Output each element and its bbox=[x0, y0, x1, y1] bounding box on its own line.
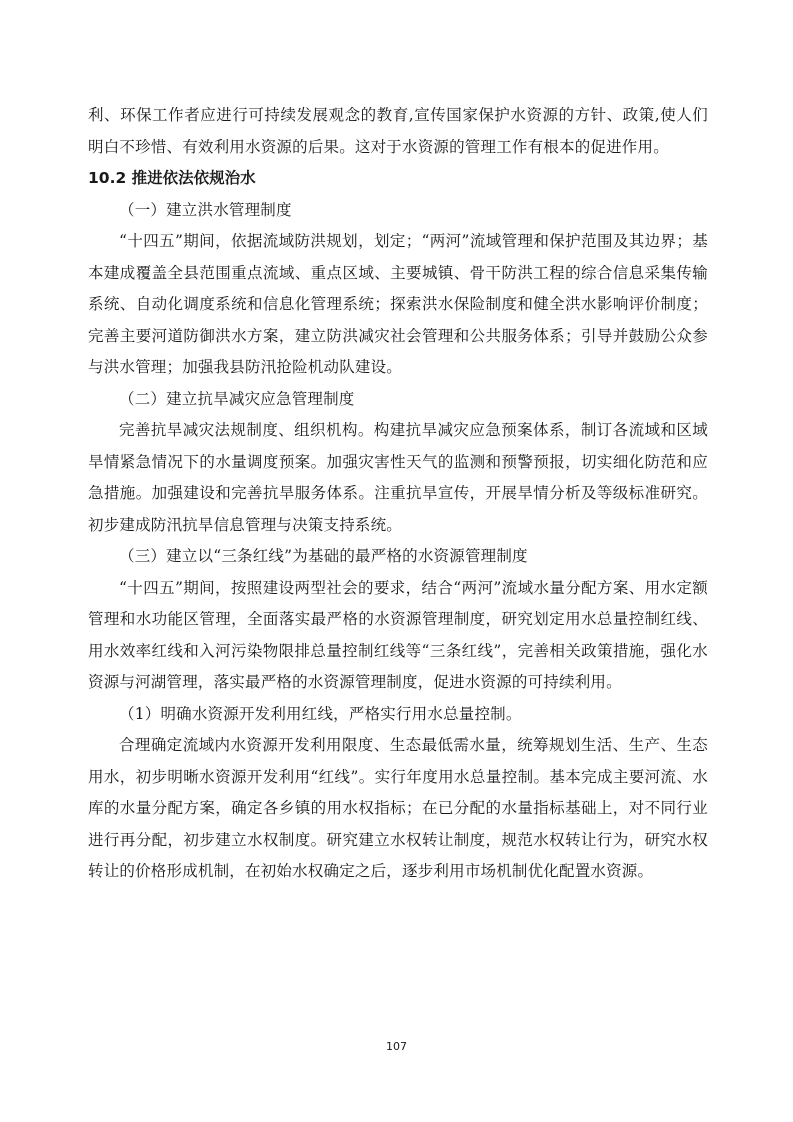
paragraph-total-water-control: 合理确定流域内水资源开发利用限度、生态最低需水量，统筹规划生活、生产、生态用水，初步明晰水资源开发利用“红线”。实行年度用水总量控制。基本完成主要河流、水库的水量分配方案，确定各乡镇的用水权指标；在已分配的水量指标基础上，对不同行业进行再分配，初步建立水权制度。研究建立水权转让制度，规范水权转让行为，研究水权转让的价格形成机制，在初始水权确定之后，逐步利用市场机制优化配置水资源。 bbox=[88, 736, 708, 880]
paragraph-flood-management: “十四五”期间，依据流域防洪规划，划定；“两河”流域管理和保护范围及其边界；基本建成覆盖全县范围重点流域、重点区域、主要城镇、骨干防洪工程的综合信息采集传输系统、自动化调度系统和信息化管理系统；探索洪水保险制度和健全洪水影响评价制度；完善主要河道防御洪水方案，建立防洪减灾社会管理和公共服务体系；引导并鼓励公众参与洪水管理；加强我县防汛抢险机动队建设。 bbox=[88, 232, 708, 376]
paragraph-three-red-lines: “十四五”期间，按照建设两型社会的要求，结合“两河”流域水量分配方案、用水定额管理和水功能区管理，全面落实最严格的水资源管理制度，研究划定用水总量控制红线、用水效率红线和入河污染物限排总量控制红线等“三条红线”，完善相关政策措施，强化水资源与河湖管理，落实最严格的水资源管理制度，促进水资源的可持续利用。 bbox=[88, 578, 708, 691]
subheading-three-red-lines: （三）建立以“三条红线”为基础的最严格的水资源管理制度 bbox=[119, 547, 528, 565]
section-heading: 10.2 推进依法依规治水 bbox=[88, 169, 256, 187]
subheading-flood-management: （一）建立洪水管理制度 bbox=[119, 200, 292, 219]
subheading-total-water-control: （1）明确水资源开发利用红线，严格实行用水总量控制。 bbox=[119, 704, 522, 723]
paragraph-continuation: 利、环保工作者应进行可持续发展观念的教育,宣传国家保护水资源的方针、政策,使人们明白不珍惜、有效利用水资源的后果。这对于水资源的管理工作有根本的促进作用。 bbox=[88, 106, 708, 156]
page-number: 107 bbox=[386, 1040, 407, 1053]
document-body bbox=[88, 100, 708, 888]
paragraph-drought-management: 完善抗旱减灾法规制度、组织机构。构建抗旱减灾应急预案体系，制订各流域和区域旱情紧急情况下的水量调度预案。加强灾害性天气的监测和预警预报，切实细化防范和应急措施。加强建设和完善抗旱服务体系。注重抗旱宣传，开展旱情分析及等级标准研究。初步建成防汛抗旱信息管理与决策支持系统。 bbox=[88, 421, 708, 534]
subheading-drought-management: （二）建立抗旱减灾应急管理制度 bbox=[119, 389, 355, 408]
